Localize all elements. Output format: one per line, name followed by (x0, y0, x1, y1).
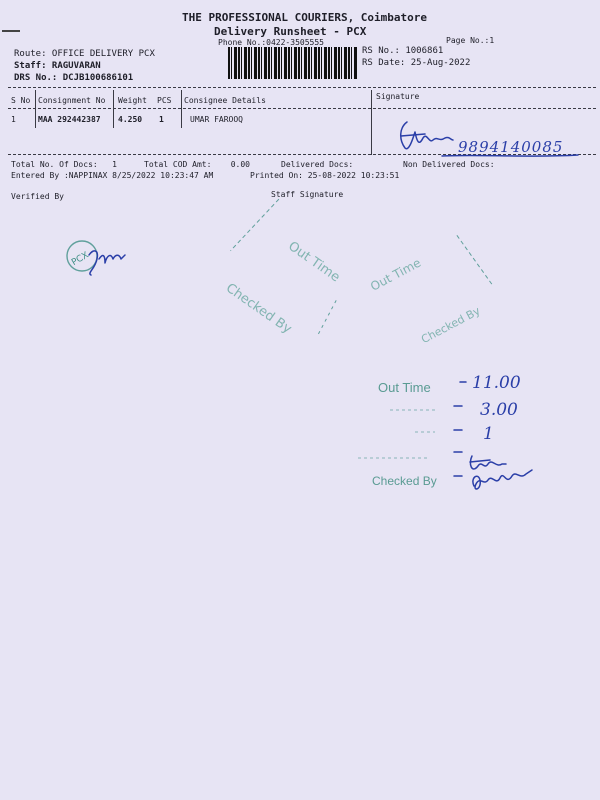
header-consignment: Consignment No (38, 96, 106, 105)
row-consignment: MAA 292442387 (38, 115, 101, 124)
drs-number: DRS No.: DCJB100686101 (14, 73, 134, 83)
row-consignee: UMAR FAROOQ (190, 115, 243, 124)
company-name: THE PROFESSIONAL COURIERS, Coimbatore (182, 11, 428, 24)
header-sno: S No (11, 96, 31, 105)
checked-by-label: Checked By (372, 474, 437, 488)
scan-mark (2, 30, 20, 32)
entered-by: Entered By :NAPPINAX 8/25/2022 10:23:47 AM (11, 171, 214, 180)
row-weight: 4.250 (118, 115, 143, 124)
svg-text:Out Time: Out Time (368, 255, 424, 294)
row-pcs: 1 (159, 115, 164, 124)
staff-signature-handwritten (462, 440, 542, 500)
row-sno: 1 (11, 115, 16, 124)
receiver-phone: 9894140085 (458, 138, 564, 156)
delivered-docs: Delivered Docs: (281, 160, 354, 169)
staff-name: Staff: RAGUVARAN (14, 61, 101, 71)
svg-text:Out Time: Out Time (285, 238, 343, 286)
header-pcs: PCS (157, 96, 172, 105)
header-consignee: Consignee Details (184, 96, 266, 105)
total-docs: Total No. Of Docs: 1 (11, 160, 117, 169)
column-divider (371, 90, 372, 155)
total-cod: Total COD Amt: 0.00 (144, 160, 250, 169)
column-divider (113, 90, 114, 128)
header-signature: Signature (376, 92, 420, 101)
svg-text:PCX: PCX (70, 250, 91, 269)
svg-text:Checked By: Checked By (222, 280, 295, 337)
phone-underline (440, 152, 580, 160)
verifier-signature (85, 245, 130, 280)
printed-on: Printed On: 25-08-2022 10:23:51 (250, 171, 400, 180)
page-number: Page No.:1 (446, 36, 495, 45)
dial-value: 1 (483, 424, 494, 444)
out-time-value: 11.00 (472, 373, 521, 393)
table-top-rule (8, 87, 596, 88)
column-divider (181, 90, 182, 128)
barcode (228, 47, 358, 79)
in-time-value: 3.00 (480, 400, 518, 420)
out-time-stamp-label: Out Time (378, 380, 431, 395)
rs-number: RS No.: 1006861 (362, 46, 444, 56)
route: Route: OFFICE DELIVERY PCX (14, 49, 155, 59)
column-divider (35, 90, 36, 128)
svg-text:Checked By: Checked By (419, 304, 483, 347)
staff-signature-label: Staff Signature (271, 190, 344, 199)
rs-date: RS Date: 25-Aug-2022 (362, 58, 471, 68)
table-header-rule (8, 108, 596, 109)
header-weight: Weight (118, 96, 147, 105)
out-time-stamp-faded (368, 220, 508, 350)
out-time-stamp-faded (215, 230, 360, 365)
verified-by-label: Verified By (11, 192, 64, 201)
document-title: Delivery Runsheet - PCX (214, 25, 367, 38)
legible-stamp-marks (360, 380, 470, 490)
phone-number: Phone No.:0422-3505555 (218, 38, 324, 47)
non-delivered-docs: Non Delivered Docs: (403, 160, 495, 169)
